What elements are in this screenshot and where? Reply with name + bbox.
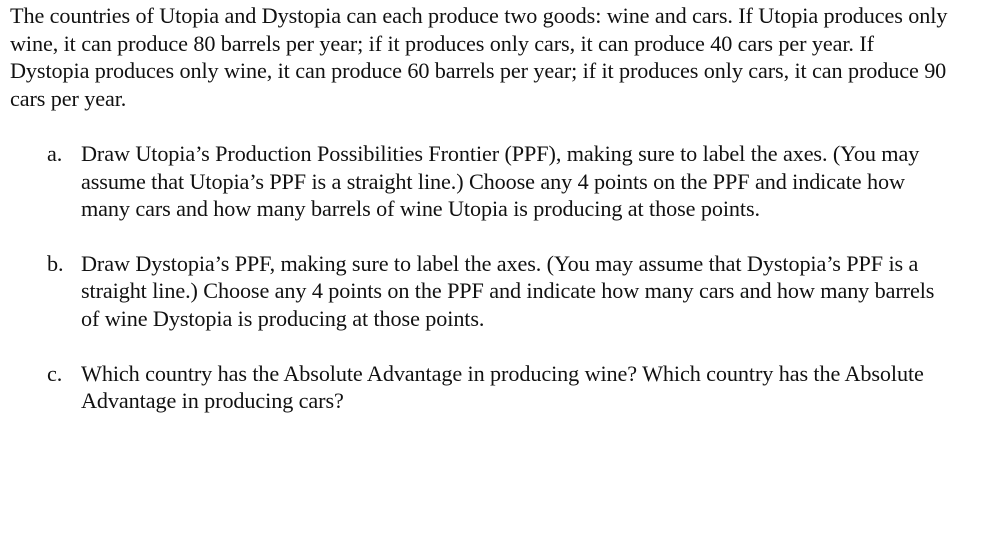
question-b-marker: b. xyxy=(47,250,64,276)
intro-paragraph: The countries of Utopia and Dystopia can each produce two goods: wine and cars. If Utopia produces only wine, it can produce 80 barrels per year; if it produces only cars, it can produce 40 cars per year. If Dystopia produces only wine, it can produce 60 barrels per year; if it produces only cars, it can produce 90 cars per year. xyxy=(10,3,948,111)
question-c-marker: c. xyxy=(47,360,63,386)
question-c-text: Which country has the Absolute Advantage in producing wine? Which country has the Absolute Advantage in producing cars? xyxy=(81,360,924,414)
question-c xyxy=(10,360,950,415)
question-b-text: Draw Dystopia’s PPF, making sure to label the axes. (You may assume that Dystopia’s PPF is a straight line.) Choose any 4 points on the PPF and indicate how many cars and how many barrels of wine Dystopia is producing at those points. xyxy=(81,250,935,331)
question-a-text: Draw Utopia’s Production Possibilities Frontier (PPF), making sure to label the axes. (You may assume that Utopia’s PPF is a straight line.) Choose any 4 points on the PPF and indicate how many cars and how many barrels of wine Utopia is producing at those points. xyxy=(81,141,920,222)
question-list xyxy=(10,140,950,415)
question-a xyxy=(10,140,950,223)
question-b xyxy=(10,250,950,333)
document-body xyxy=(10,2,950,112)
question-a-marker: a. xyxy=(47,141,63,166)
